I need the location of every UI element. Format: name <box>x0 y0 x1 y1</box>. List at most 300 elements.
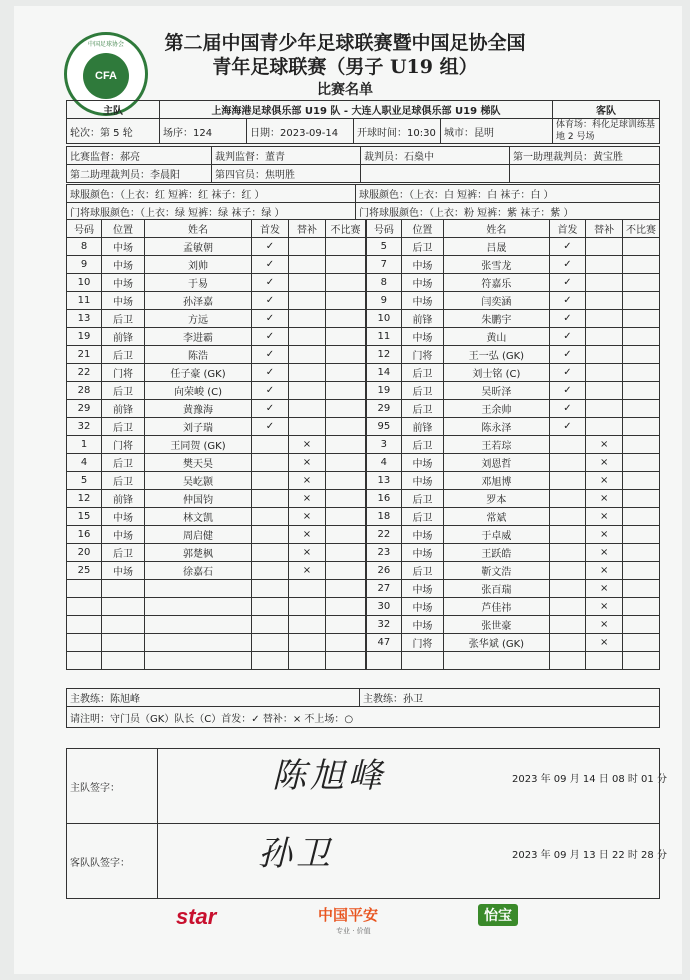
logo-emblem: CFA <box>83 53 129 99</box>
player-name <box>444 652 549 670</box>
kickoff-time: 开球时间：10:30 <box>354 119 441 144</box>
player-row <box>67 526 366 544</box>
sub-mark: × <box>586 634 623 652</box>
player-number: 95 <box>367 418 402 436</box>
sub-mark <box>289 328 326 346</box>
player-number: 22 <box>67 364 102 382</box>
player-position: 后卫 <box>401 490 443 508</box>
player-number: 27 <box>367 580 402 598</box>
sub-mark <box>289 238 326 256</box>
player-position: 后卫 <box>401 508 443 526</box>
match-info-table <box>66 100 660 144</box>
player-name: 徐嘉石 <box>145 562 252 580</box>
sub-mark <box>586 256 623 274</box>
nosub-mark <box>623 310 660 328</box>
col-start: 首发 <box>549 220 586 238</box>
col-name: 姓名 <box>444 220 549 238</box>
sub-mark: × <box>289 544 326 562</box>
start-mark: ✓ <box>252 328 289 346</box>
start-mark <box>549 436 586 454</box>
start-mark: ✓ <box>549 346 586 364</box>
player-name: 靳文浩 <box>444 562 549 580</box>
nosub-mark <box>623 616 660 634</box>
nosub-mark <box>623 508 660 526</box>
player-row <box>367 328 660 346</box>
player-number: 16 <box>367 490 402 508</box>
nosub-mark <box>623 490 660 508</box>
player-name: 朱鹏宇 <box>444 310 549 328</box>
player-number: 20 <box>67 544 102 562</box>
sub-mark <box>586 310 623 328</box>
nosub-mark <box>326 256 366 274</box>
match-order: 场序：124 <box>160 119 247 144</box>
player-name <box>145 652 252 670</box>
sub-mark <box>586 382 623 400</box>
nosub-mark <box>326 292 366 310</box>
away-signature: 孙卫 <box>258 834 334 874</box>
sub-mark <box>586 364 623 382</box>
sub-mark <box>289 598 326 616</box>
kit-colors-table <box>66 184 660 221</box>
player-position: 后卫 <box>102 544 145 562</box>
player-row <box>367 580 660 598</box>
player-position: 中场 <box>401 616 443 634</box>
nosub-mark <box>326 310 366 328</box>
player-number: 25 <box>67 562 102 580</box>
player-position: 门将 <box>102 436 145 454</box>
player-number: 9 <box>67 256 102 274</box>
player-row <box>367 652 660 670</box>
player-name <box>145 580 252 598</box>
nosub-mark <box>326 652 366 670</box>
nosub-mark <box>623 400 660 418</box>
player-position: 前锋 <box>102 490 145 508</box>
player-name: 张华斌 (GK) <box>444 634 549 652</box>
player-number: 29 <box>67 400 102 418</box>
title-line-1: 第二届中国青少年足球联赛暨中国足协全国 <box>164 32 526 54</box>
home-signature: 陈旭峰 <box>272 756 386 796</box>
start-mark: ✓ <box>252 364 289 382</box>
start-mark <box>549 598 586 616</box>
sub-mark: × <box>586 454 623 472</box>
officials-table <box>66 146 660 183</box>
col-nosub: 不比赛 <box>326 220 366 238</box>
start-mark: ✓ <box>252 346 289 364</box>
player-row <box>367 256 660 274</box>
start-mark <box>549 652 586 670</box>
player-name: 常斌 <box>444 508 549 526</box>
player-name: 芦佳祎 <box>444 598 549 616</box>
player-position: 后卫 <box>102 346 145 364</box>
player-row <box>367 454 660 472</box>
player-number: 14 <box>367 364 402 382</box>
player-name: 仲国钧 <box>145 490 252 508</box>
start-mark <box>549 490 586 508</box>
sub-mark <box>586 238 623 256</box>
sub-mark: × <box>586 472 623 490</box>
home-roster-table <box>66 219 366 670</box>
player-row <box>67 580 366 598</box>
sub-mark <box>586 400 623 418</box>
sub-mark: × <box>586 526 623 544</box>
nosub-mark <box>623 292 660 310</box>
sub-mark <box>289 274 326 292</box>
sponsor-yibao-logo: 怡宝 <box>478 904 518 926</box>
nosub-mark <box>326 418 366 436</box>
sub-mark: × <box>289 526 326 544</box>
away-label: 客队 <box>553 101 660 119</box>
player-position <box>102 580 145 598</box>
player-row <box>367 382 660 400</box>
start-mark <box>252 526 289 544</box>
player-row <box>367 292 660 310</box>
player-row <box>67 544 366 562</box>
player-row <box>367 310 660 328</box>
player-number: 8 <box>367 274 402 292</box>
player-number: 12 <box>67 490 102 508</box>
start-mark: ✓ <box>252 274 289 292</box>
player-row <box>367 472 660 490</box>
player-position: 中场 <box>102 274 145 292</box>
start-mark <box>252 436 289 454</box>
player-number: 10 <box>367 310 402 328</box>
away-sign-label: 客队队签字： <box>67 824 158 899</box>
start-mark: ✓ <box>549 238 586 256</box>
player-position: 后卫 <box>102 310 145 328</box>
start-mark <box>549 544 586 562</box>
home-gk-kit-colors: 门将球服颜色：（上衣：绿 短裤：绿 袜子：绿 ） <box>67 203 356 221</box>
player-row <box>67 256 366 274</box>
player-number: 47 <box>367 634 402 652</box>
home-sign-label: 主队签字： <box>67 749 158 824</box>
player-number: 7 <box>367 256 402 274</box>
start-mark <box>252 544 289 562</box>
player-position: 门将 <box>102 364 145 382</box>
player-row <box>367 598 660 616</box>
referee: 裁判员：石燊中 <box>361 147 510 165</box>
player-name: 符嘉乐 <box>444 274 549 292</box>
start-mark <box>252 472 289 490</box>
match-supervisor: 比赛监督：郝亮 <box>67 147 212 165</box>
sub-mark <box>289 616 326 634</box>
sub-mark: × <box>586 544 623 562</box>
sub-mark: × <box>586 562 623 580</box>
player-row <box>67 454 366 472</box>
player-number: 30 <box>367 598 402 616</box>
player-number: 19 <box>367 382 402 400</box>
player-position: 中场 <box>102 292 145 310</box>
player-position: 后卫 <box>401 382 443 400</box>
player-number: 1 <box>67 436 102 454</box>
nosub-mark <box>623 652 660 670</box>
player-row <box>67 346 366 364</box>
home-sign-box <box>158 749 660 824</box>
start-mark: ✓ <box>252 238 289 256</box>
start-mark <box>549 580 586 598</box>
player-name: 孟敏朝 <box>145 238 252 256</box>
sub-mark <box>289 256 326 274</box>
start-mark <box>549 508 586 526</box>
nosub-mark <box>326 364 366 382</box>
sub-mark <box>586 652 623 670</box>
sub-mark: × <box>289 472 326 490</box>
nosub-mark <box>326 580 366 598</box>
player-row <box>367 346 660 364</box>
start-mark <box>549 616 586 634</box>
away-sign-time: 2023 年 09 月 13 日 22 时 28 分 <box>512 850 667 861</box>
col-pos: 位置 <box>102 220 145 238</box>
player-number <box>67 616 102 634</box>
player-position: 中场 <box>401 454 443 472</box>
nosub-mark <box>623 346 660 364</box>
nosub-mark <box>326 616 366 634</box>
sub-mark <box>586 292 623 310</box>
start-mark <box>549 526 586 544</box>
player-number <box>67 598 102 616</box>
player-name: 林文凯 <box>145 508 252 526</box>
start-mark: ✓ <box>549 400 586 418</box>
title-line-2: 青年足球联赛（男子 U19 组） <box>212 56 478 78</box>
fourth-official: 第四官员：焦明胜 <box>212 165 361 183</box>
sponsor-pingan-logo: 中国平安 <box>318 906 379 924</box>
player-number <box>67 634 102 652</box>
start-mark: ✓ <box>252 382 289 400</box>
start-mark: ✓ <box>549 418 586 436</box>
nosub-mark <box>623 256 660 274</box>
player-position: 中场 <box>401 580 443 598</box>
player-number: 22 <box>367 526 402 544</box>
assistant-referee-1: 第一助理裁判员：黄宝胜 <box>510 147 660 165</box>
player-name: 张百瑞 <box>444 580 549 598</box>
away-roster-table <box>366 219 660 670</box>
start-mark: ✓ <box>549 292 586 310</box>
player-row <box>67 652 366 670</box>
player-row <box>67 616 366 634</box>
player-number: 15 <box>67 508 102 526</box>
nosub-mark <box>326 238 366 256</box>
player-row <box>367 634 660 652</box>
player-name: 方远 <box>145 310 252 328</box>
nosub-mark <box>623 580 660 598</box>
sub-mark: × <box>289 454 326 472</box>
col-no: 号码 <box>367 220 402 238</box>
assistant-referee-2: 第二助理裁判员：李晨阳 <box>67 165 212 183</box>
player-position: 中场 <box>401 526 443 544</box>
col-pos: 位置 <box>401 220 443 238</box>
player-row <box>67 292 366 310</box>
sub-mark <box>289 292 326 310</box>
round: 轮次：第 5 轮 <box>67 119 160 144</box>
nosub-mark <box>623 436 660 454</box>
away-gk-kit-colors: 门将球服颜色：（上衣：粉 短裤：紫 袜子：紫 ） <box>356 203 660 221</box>
teams-line: 上海海港足球俱乐部 U19 队 - 大连人职业足球俱乐部 U19 梯队 <box>160 101 553 119</box>
player-row <box>67 634 366 652</box>
nosub-mark <box>623 382 660 400</box>
start-mark <box>252 562 289 580</box>
nosub-mark <box>623 364 660 382</box>
player-number: 32 <box>367 616 402 634</box>
player-row <box>367 274 660 292</box>
logo-arc-text: 中国足球协会 <box>87 41 124 48</box>
sub-mark <box>289 580 326 598</box>
start-mark: ✓ <box>549 364 586 382</box>
start-mark <box>252 634 289 652</box>
start-mark <box>252 508 289 526</box>
player-position: 中场 <box>102 526 145 544</box>
player-name: 王跃皓 <box>444 544 549 562</box>
player-name: 邓旭博 <box>444 472 549 490</box>
start-mark <box>252 454 289 472</box>
player-number: 4 <box>67 454 102 472</box>
start-mark <box>549 634 586 652</box>
player-name: 刘子瑞 <box>145 418 252 436</box>
sub-mark <box>289 382 326 400</box>
nosub-mark <box>326 454 366 472</box>
start-mark: ✓ <box>252 292 289 310</box>
player-name: 王同贺 (GK) <box>145 436 252 454</box>
player-number: 32 <box>67 418 102 436</box>
player-name: 于易 <box>145 274 252 292</box>
player-number: 21 <box>67 346 102 364</box>
sub-mark: × <box>586 490 623 508</box>
player-position: 后卫 <box>401 364 443 382</box>
nosub-mark <box>623 472 660 490</box>
nosub-mark <box>326 598 366 616</box>
start-mark <box>252 490 289 508</box>
start-mark: ✓ <box>549 310 586 328</box>
player-row <box>67 472 366 490</box>
player-number <box>67 652 102 670</box>
player-number: 13 <box>367 472 402 490</box>
player-name <box>145 634 252 652</box>
legend-note: 请注明：守门员（GK）队长（C）首发：✓ 替补：× 不上场：○ <box>67 707 660 728</box>
player-row <box>367 544 660 562</box>
player-name: 陈浩 <box>145 346 252 364</box>
player-position <box>102 634 145 652</box>
player-row <box>367 436 660 454</box>
player-row <box>367 364 660 382</box>
player-position <box>102 598 145 616</box>
sub-mark <box>289 400 326 418</box>
player-number: 5 <box>67 472 102 490</box>
col-no: 号码 <box>67 220 102 238</box>
player-position <box>102 652 145 670</box>
player-name: 周启健 <box>145 526 252 544</box>
player-position: 中场 <box>401 328 443 346</box>
player-name: 刘帅 <box>145 256 252 274</box>
nosub-mark <box>623 238 660 256</box>
player-position: 后卫 <box>401 562 443 580</box>
player-row <box>367 238 660 256</box>
player-number: 12 <box>367 346 402 364</box>
sub-mark <box>586 328 623 346</box>
player-name: 郭楚枫 <box>145 544 252 562</box>
start-mark: ✓ <box>252 310 289 328</box>
player-row <box>67 490 366 508</box>
nosub-mark <box>326 472 366 490</box>
nosub-mark <box>623 544 660 562</box>
player-row <box>67 382 366 400</box>
start-mark: ✓ <box>549 328 586 346</box>
home-sign-time: 2023 年 09 月 14 日 08 时 01 分 <box>512 774 667 785</box>
sub-mark: × <box>586 436 623 454</box>
player-position: 后卫 <box>102 454 145 472</box>
nosub-mark <box>326 562 366 580</box>
start-mark <box>549 472 586 490</box>
player-number: 4 <box>367 454 402 472</box>
stadium: 体育场：科化足球训练基地 2 号场 <box>553 119 660 144</box>
sub-mark: × <box>289 508 326 526</box>
nosub-mark <box>623 328 660 346</box>
player-number: 10 <box>67 274 102 292</box>
nosub-mark <box>326 400 366 418</box>
player-number: 3 <box>367 436 402 454</box>
player-row <box>67 364 366 382</box>
sub-mark: × <box>289 562 326 580</box>
player-position: 后卫 <box>102 382 145 400</box>
player-position: 中场 <box>102 238 145 256</box>
home-label: 主队 <box>67 101 160 119</box>
col-sub: 替补 <box>586 220 623 238</box>
player-position: 前锋 <box>401 310 443 328</box>
sub-mark <box>289 652 326 670</box>
player-row <box>367 418 660 436</box>
nosub-mark <box>326 508 366 526</box>
nosub-mark <box>326 328 366 346</box>
player-number: 11 <box>367 328 402 346</box>
player-position: 门将 <box>401 346 443 364</box>
start-mark <box>252 616 289 634</box>
player-row <box>67 562 366 580</box>
player-row <box>67 418 366 436</box>
player-number: 28 <box>67 382 102 400</box>
player-position: 后卫 <box>401 436 443 454</box>
player-name: 张雪龙 <box>444 256 549 274</box>
city: 城市：昆明 <box>441 119 553 144</box>
start-mark: ✓ <box>252 400 289 418</box>
player-row <box>67 598 366 616</box>
start-mark <box>549 562 586 580</box>
nosub-mark <box>326 382 366 400</box>
nosub-mark <box>326 490 366 508</box>
player-name: 樊天昊 <box>145 454 252 472</box>
coaches-table <box>66 688 660 728</box>
player-name: 吴昕泽 <box>444 382 549 400</box>
player-row <box>67 238 366 256</box>
player-position: 中场 <box>102 508 145 526</box>
start-mark: ✓ <box>252 256 289 274</box>
player-name: 黄山 <box>444 328 549 346</box>
nosub-mark <box>623 418 660 436</box>
player-number: 5 <box>367 238 402 256</box>
player-name: 王若琮 <box>444 436 549 454</box>
nosub-mark <box>623 526 660 544</box>
player-number <box>367 652 402 670</box>
sponsor-star-logo: star <box>176 904 217 929</box>
nosub-mark <box>326 346 366 364</box>
referee-supervisor: 裁判监督：董青 <box>212 147 361 165</box>
nosub-mark <box>623 562 660 580</box>
player-row <box>367 562 660 580</box>
sub-mark <box>586 274 623 292</box>
player-name <box>145 616 252 634</box>
player-position: 前锋 <box>102 400 145 418</box>
title-line-3: 比赛名单 <box>317 82 373 98</box>
away-coach: 主教练：孙卫 <box>360 689 660 707</box>
player-row <box>67 328 366 346</box>
player-name: 王余帅 <box>444 400 549 418</box>
player-name: 张世豪 <box>444 616 549 634</box>
